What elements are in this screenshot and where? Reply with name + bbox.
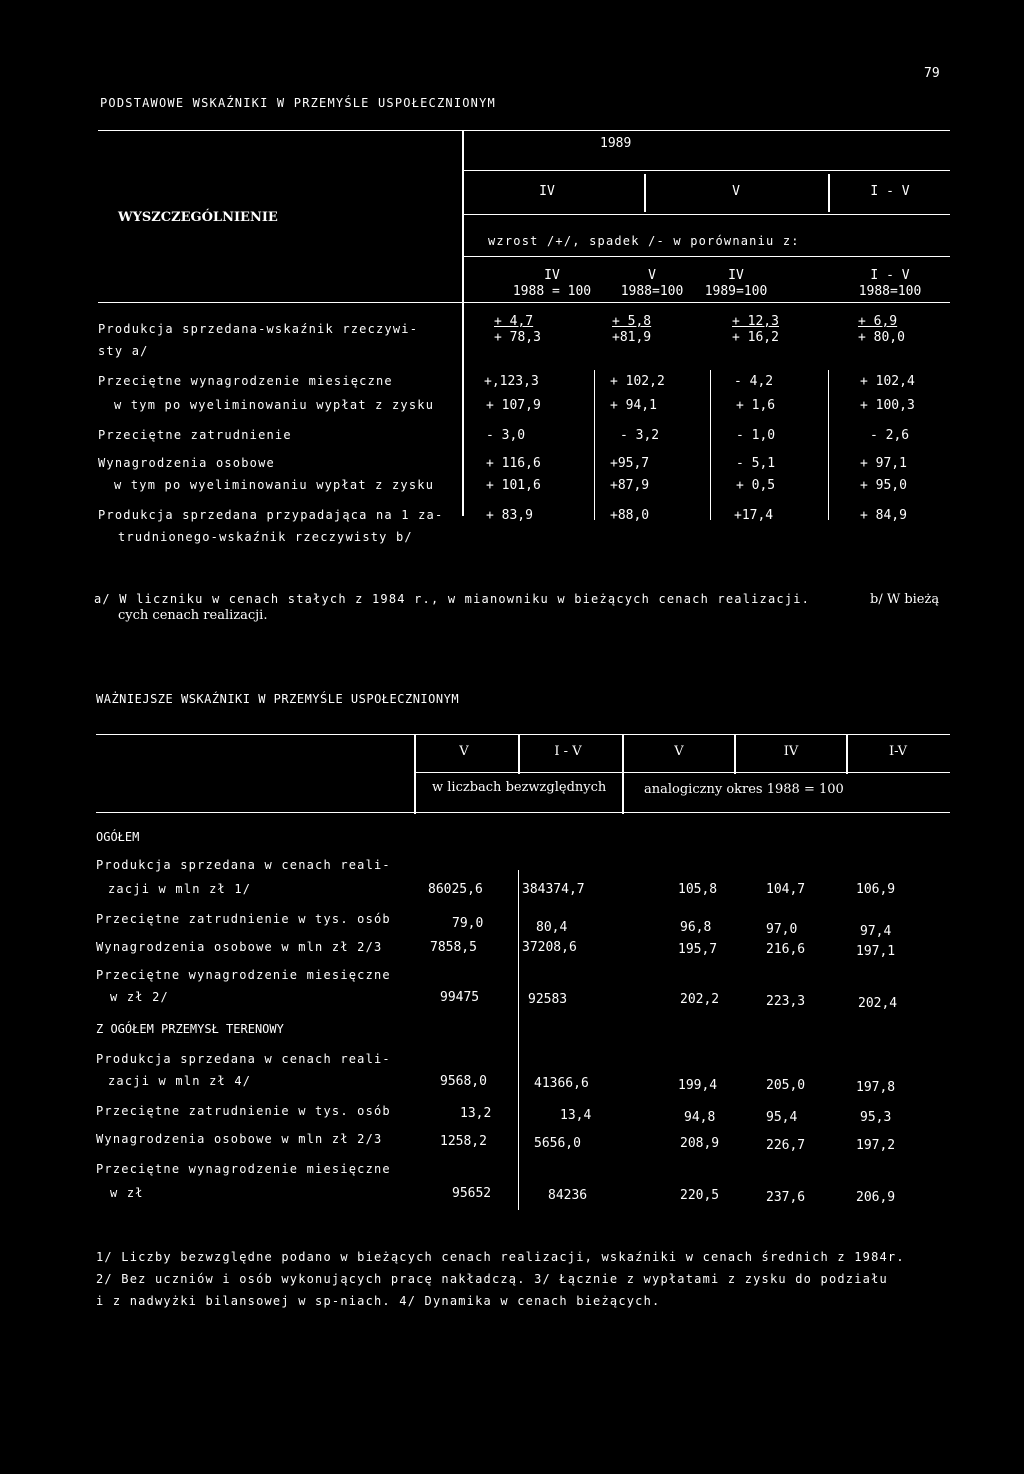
- table2-cell: 95,3: [860, 1110, 892, 1125]
- table2-row-label: Produkcja sprzedana w cenach reali-: [96, 1052, 391, 1066]
- table2-row-label: Wynagrodzenia osobowe w mln zł 2/3: [96, 940, 383, 954]
- table1-row-label: w tym po wyeliminowaniu wypłat z zysku: [114, 478, 435, 492]
- table2-section-terenowy: Z OGÓŁEM PRZEMYSŁ TERENOWY: [96, 1022, 284, 1036]
- table1-cell: + 102,2: [610, 374, 665, 389]
- table1-month-i-v: I - V: [870, 184, 910, 199]
- table1-cell: +81,9: [612, 330, 652, 345]
- table2-cell: 1258,2: [440, 1134, 487, 1149]
- table1-cell: + 101,6: [486, 478, 541, 493]
- table2-cell: 95652: [452, 1186, 492, 1201]
- table2-cell: 216,6: [766, 942, 806, 957]
- table1-cell: +88,0: [610, 508, 650, 523]
- table2-cell: 37208,6: [522, 940, 577, 955]
- table2-divider: [846, 734, 848, 774]
- table1-cell: + 1,6: [736, 398, 776, 413]
- table2-cell: 9568,0: [440, 1074, 487, 1089]
- table2-col-header: IV: [783, 744, 799, 759]
- table1-cell: +17,4: [734, 508, 774, 523]
- table1-cell: + 83,9: [486, 508, 533, 523]
- table2-top-rule: [96, 734, 950, 735]
- table2-cell: 202,4: [858, 996, 898, 1011]
- table1-base-period: IV: [728, 268, 744, 283]
- table2-sub-abs: w liczbach bezwzględnych: [432, 780, 607, 795]
- table2-row-label: Wynagrodzenia osobowe w mln zł 2/3: [96, 1132, 383, 1146]
- table2-cell: 195,7: [678, 942, 718, 957]
- table2-row-label: Przeciętne wynagrodzenie miesięczne: [96, 1162, 391, 1176]
- table2-cell: 205,0: [766, 1078, 806, 1093]
- table1-base-value: 1988=100: [620, 284, 684, 299]
- table2-cell: 237,6: [766, 1190, 806, 1205]
- table2-cell: 41366,6: [534, 1076, 589, 1091]
- table1-cell: + 95,0: [860, 478, 907, 493]
- table1-cell: + 16,2: [732, 330, 779, 345]
- table1-cell: - 3,0: [486, 428, 526, 443]
- table2-divider: [518, 734, 520, 774]
- table2-cell: 384374,7: [522, 882, 585, 897]
- table2-cell: 94,8: [684, 1110, 716, 1125]
- table1-cell: + 6,9: [858, 314, 898, 329]
- table2-footnote: i z nadwyżki bilansowej w sp-niach. 4/ Dynamika w cenach bieżących.: [96, 1294, 661, 1308]
- table1-cell: + 116,6: [486, 456, 541, 471]
- table2-cell: 197,1: [856, 944, 896, 959]
- table2-cell: 208,9: [680, 1136, 720, 1151]
- table2-col-header: I-V: [889, 744, 907, 759]
- table2-cell: 97,4: [860, 924, 892, 939]
- table1-year: 1989: [600, 136, 632, 151]
- table2-row-label: Produkcja sprzedana w cenach reali-: [96, 858, 391, 872]
- table2-header-rule: [96, 812, 950, 813]
- table2-cell: 84236: [548, 1188, 588, 1203]
- table1-col-tick: [594, 370, 595, 520]
- table1-row-label: Produkcja sprzedana-wskaźnik rzeczywi-: [98, 322, 419, 336]
- table2-col-rule: [414, 772, 950, 773]
- table2-footnote: 2/ Bez uczniów i osób wykonujących pracę nakładczą. 3/ Łącznie z wypłatami z zysku do podziału: [96, 1272, 888, 1286]
- table1-cell: + 0,5: [736, 478, 776, 493]
- table1-row-label: Produkcja sprzedana przypadająca na 1 za-: [98, 508, 444, 522]
- table2-cell: 197,2: [856, 1138, 896, 1153]
- table2-cell: 202,2: [680, 992, 720, 1007]
- table1-month-rule: [462, 214, 950, 215]
- table2-cell: 206,9: [856, 1190, 896, 1205]
- table1-footnote-b: b/ W bieżą: [870, 592, 940, 607]
- page-number: 79: [924, 66, 940, 81]
- table2-cell: 226,7: [766, 1138, 806, 1153]
- table2-cell: 106,9: [856, 882, 896, 897]
- table2-cell: 104,7: [766, 882, 806, 897]
- table1-cell: +,123,3: [484, 374, 539, 389]
- table2-row-label-cont: zacji w mln zł 1/: [108, 882, 252, 896]
- table1-cell: + 102,4: [860, 374, 915, 389]
- table1-change-label: wzrost /+/, spadek /- w porównaniu z:: [488, 234, 800, 248]
- table1-top-rule: [98, 130, 950, 131]
- table1-cell: - 5,1: [736, 456, 776, 471]
- table1-cell: - 3,2: [620, 428, 660, 443]
- table1-cell: + 80,0: [858, 330, 905, 345]
- table2-cell: 80,4: [536, 920, 568, 935]
- table1-cell: + 5,8: [612, 314, 652, 329]
- table1-year-rule: [462, 170, 950, 171]
- table2-row-label: Przeciętne zatrudnienie w tys. osób: [96, 912, 391, 926]
- table2-cell: 95,4: [766, 1110, 798, 1125]
- table1-base-value: 1988=100: [858, 284, 922, 299]
- table2-cell: 199,4: [678, 1078, 718, 1093]
- table1-month-v: V: [732, 184, 740, 199]
- table2-sub-idx: analogiczny okres 1988 = 100: [644, 782, 844, 797]
- table1-cell: + 97,1: [860, 456, 907, 471]
- table2-row-label: Przeciętne wynagrodzenie miesięczne: [96, 968, 391, 982]
- table1-row-label: w tym po wyeliminowaniu wypłat z zysku: [114, 398, 435, 412]
- table1-col-tick: [828, 370, 829, 520]
- table1-cell: + 94,1: [610, 398, 657, 413]
- table2-section-ogolem: OGÓŁEM: [96, 830, 140, 844]
- table1-cell: + 4,7: [494, 314, 534, 329]
- table1-change-rule: [462, 256, 950, 257]
- table2-row-label: Przeciętne zatrudnienie w tys. osób: [96, 1104, 391, 1118]
- table1-cell: + 100,3: [860, 398, 915, 413]
- table2-divider: [622, 734, 624, 814]
- table2-cell: 13,2: [460, 1106, 492, 1121]
- table1-cell: - 2,6: [870, 428, 910, 443]
- table2-title: WAŻNIEJSZE WSKAŹNIKI W PRZEMYŚLE USPOŁECZNIONYM: [96, 692, 460, 706]
- table2-cell: 7858,5: [430, 940, 477, 955]
- table2-cell: 105,8: [678, 882, 718, 897]
- table1-cell: +87,9: [610, 478, 650, 493]
- table2-col-header: V: [459, 744, 469, 759]
- table2-cell: 92583: [528, 992, 568, 1007]
- table2-cell: 5656,0: [534, 1136, 581, 1151]
- table1-cell: +95,7: [610, 456, 650, 471]
- table1-base-period: IV: [544, 268, 560, 283]
- table2-divider: [518, 870, 519, 1210]
- table2-cell: 223,3: [766, 994, 806, 1009]
- table1-cell: + 12,3: [732, 314, 779, 329]
- table1-base-value: 1988 = 100: [512, 284, 592, 299]
- table1-row-label-cont: trudnionego-wskaźnik rzeczywisty b/: [118, 530, 413, 544]
- table2-cell: 86025,6: [428, 882, 483, 897]
- table2-col-header: I - V: [554, 744, 582, 759]
- table1-base-period: V: [648, 268, 656, 283]
- table2-row-label-cont: w zł: [110, 1186, 144, 1200]
- table2-cell: 13,4: [560, 1108, 592, 1123]
- table2-divider: [414, 734, 416, 814]
- table1-row-label: Przeciętne wynagrodzenie miesięczne: [98, 374, 393, 388]
- table1-cell: - 4,2: [734, 374, 774, 389]
- table2-footnote: 1/ Liczby bezwzględne podano w bieżących cenach realizacji, wskaźniki w cenach średnich z 1984r.: [96, 1250, 905, 1264]
- table1-title: PODSTAWOWE WSKAŹNIKI W PRZEMYŚLE USPOŁECZNIONYM: [100, 96, 496, 110]
- table1-row-label: Wynagrodzenia osobowe: [98, 456, 275, 470]
- table1-footnote-a: a/ W liczniku w cenach stałych z 1984 r., w mianowniku w bieżących cenach realizacji.: [94, 592, 811, 606]
- table2-row-label-cont: zacji w mln zł 4/: [108, 1074, 252, 1088]
- table1-cell: + 107,9: [486, 398, 541, 413]
- table1-stub-header: WYSZCZEGÓLNIENIE: [118, 210, 278, 225]
- table1-row-label: Przeciętne zatrudnienie: [98, 428, 292, 442]
- table2-cell: 197,8: [856, 1080, 896, 1095]
- table1-cell: - 1,0: [736, 428, 776, 443]
- table1-cell: + 78,3: [494, 330, 541, 345]
- table2-cell: 79,0: [452, 916, 484, 931]
- table2-cell: 97,0: [766, 922, 798, 937]
- table1-base-period: I - V: [870, 268, 910, 283]
- table1-header-rule: [98, 302, 950, 303]
- table1-base-value: 1989=100: [704, 284, 768, 299]
- table2-cell: 96,8: [680, 920, 712, 935]
- table2-row-label-cont: w zł 2/: [110, 990, 169, 1004]
- table2-cell: 99475: [440, 990, 480, 1005]
- table1-month-iv: IV: [539, 184, 555, 199]
- table1-row-label-cont: sty a/: [98, 344, 149, 358]
- table2-cell: 220,5: [680, 1188, 720, 1203]
- table2-divider: [734, 734, 736, 774]
- table1-cell: + 84,9: [860, 508, 907, 523]
- table1-col-tick: [710, 370, 711, 520]
- table2-col-header: V: [674, 744, 684, 759]
- table1-footnote-cont: cych cenach realizacji.: [118, 608, 268, 623]
